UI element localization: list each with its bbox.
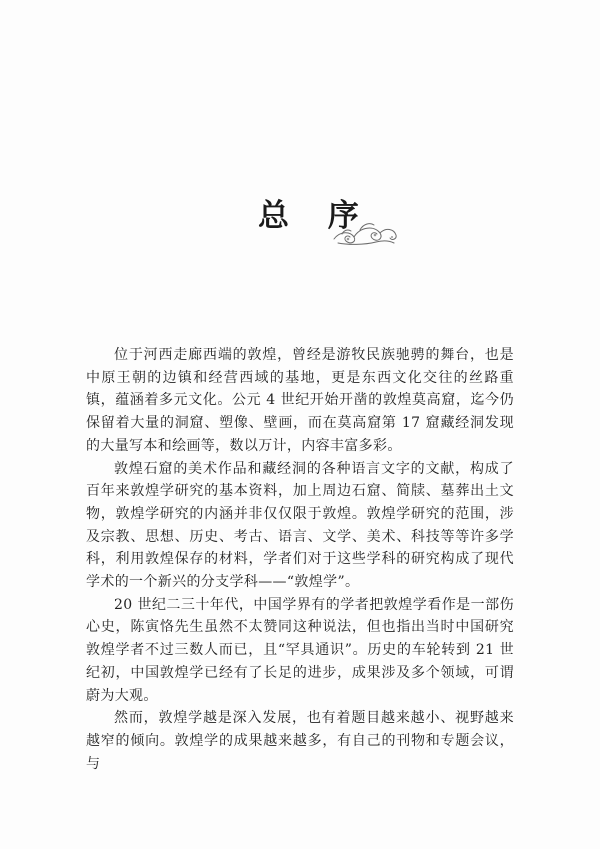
- paragraph: 然而，敦煌学越是深入发展，也有着题目越来越小、视野越来越窄的倾向。敦煌学的成果越来越多，有自己的刊物和专题会议，与: [86, 710, 514, 772]
- paragraph: 敦煌石窟的美术作品和藏经洞的各种语言文字的文献，构成了百年来敦煌学研究的基本资料，加上周边石窟、简牍、墓葬出土文物，敦煌学研究的内涵并非仅仅限于敦煌。敦煌学研究的范围，涉及宗教、思想、历史、考古、语言、文学、美术、科技等等许多学科，利用敦煌保存的材料，学者们对于这些学科的研究构成了现代学术的一个新兴的分支学科——“敦煌学”。: [86, 460, 514, 591]
- paragraph: 20 世纪二三十年代，中国学界有的学者把敦煌学看作是一部伤心史，陈寅恪先生虽然不太赞同这种说法，但也指出当时中国研究敦煌学者不过三数人而已，且“罕具通识”。历史的车轮转到 21 世纪初，中国敦煌学已经有了长足的进步，成果涉及多个领域，可谓蔚为大观。: [86, 596, 514, 704]
- cloud-scroll-ornament-icon: [330, 219, 400, 247]
- body-text: [86, 344, 514, 775]
- paragraph: 位于河西走廊西端的敦煌，曾经是游牧民族驰骋的舞台，也是中原王朝的边镇和经营西域的基地，更是东西文化交往的丝路重镇，蕴涵着多元文化。公元 4 世纪开始开凿的敦煌莫高窟，迄今仍保留着大量的洞窟、塑像、壁画，而在莫高窟第 17 窟藏经洞发现的大量写本和绘画等，数以万计，内容丰富多彩。: [86, 347, 514, 454]
- page-title: 总 序: [258, 198, 373, 234]
